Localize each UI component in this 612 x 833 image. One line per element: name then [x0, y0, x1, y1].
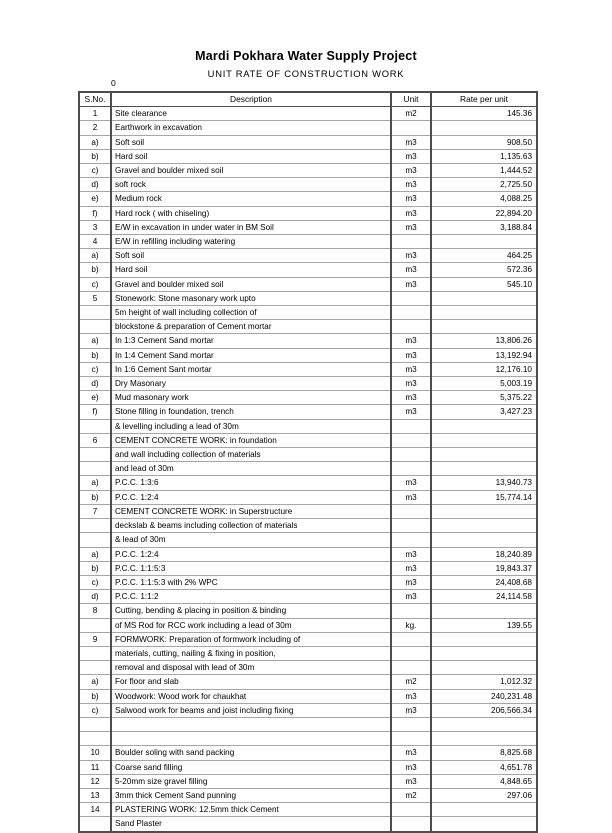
- cell-rate: [431, 646, 537, 660]
- cell-unit: [391, 419, 431, 433]
- cell-unit: [391, 433, 431, 447]
- cell-unit: [391, 533, 431, 547]
- cell-unit: m3: [391, 135, 431, 149]
- cell-description: deckslab & beams including collection of materials: [111, 519, 391, 533]
- table-row: [79, 192, 537, 206]
- cell-description: Hard soil: [111, 149, 391, 163]
- cell-description: & lead of 30m: [111, 533, 391, 547]
- cell-sno: [79, 732, 111, 746]
- cell-description: Gravel and boulder mixed soil: [111, 164, 391, 178]
- table-row: [79, 206, 537, 220]
- cell-description: Mud masonary work: [111, 391, 391, 405]
- cell-description: Salwood work for beams and joist including fixing: [111, 703, 391, 717]
- cell-description: [111, 732, 391, 746]
- cell-sno: c): [79, 362, 111, 376]
- cell-sno: 2: [79, 121, 111, 135]
- cell-description: and lead of 30m: [111, 462, 391, 476]
- column-header-sno: S.No.: [79, 92, 111, 107]
- cell-rate: 297.06: [431, 788, 537, 802]
- cell-rate: 464.25: [431, 249, 537, 263]
- cell-rate: [431, 519, 537, 533]
- table-row: [79, 348, 537, 362]
- cell-description: Woodwork: Wood work for chaukhat: [111, 689, 391, 703]
- cell-sno: 9: [79, 632, 111, 646]
- cell-unit: m2: [391, 788, 431, 802]
- cell-sno: [79, 320, 111, 334]
- cell-sno: [79, 817, 111, 832]
- cell-description: P.C.C. 1:1:2: [111, 590, 391, 604]
- column-header-unit: Unit: [391, 92, 431, 107]
- cell-sno: 14: [79, 803, 111, 817]
- cell-unit: m3: [391, 220, 431, 234]
- cell-description: Stone filling in foundation, trench: [111, 405, 391, 419]
- cell-rate: [431, 306, 537, 320]
- cell-rate: [431, 235, 537, 249]
- table-row: [79, 476, 537, 490]
- cell-description: P.C.C. 1:2:4: [111, 490, 391, 504]
- cell-unit: [391, 661, 431, 675]
- cell-rate: 4,848.65: [431, 774, 537, 788]
- cell-rate: [431, 803, 537, 817]
- cell-description: Cutting, bending & placing in position & binding: [111, 604, 391, 618]
- cell-rate: 545.10: [431, 277, 537, 291]
- cell-sno: d): [79, 377, 111, 391]
- table-row: [79, 235, 537, 249]
- cell-rate: 15,774.14: [431, 490, 537, 504]
- cell-unit: [391, 732, 431, 746]
- table-row: [79, 504, 537, 518]
- cell-description: blockstone & preparation of Cement mortar: [111, 320, 391, 334]
- cell-unit: m3: [391, 703, 431, 717]
- table-row: [79, 661, 537, 675]
- cell-unit: m3: [391, 746, 431, 760]
- cell-unit: m2: [391, 107, 431, 121]
- cell-unit: m3: [391, 774, 431, 788]
- cell-rate: 8,825.68: [431, 746, 537, 760]
- cell-unit: m3: [391, 348, 431, 362]
- cell-unit: [391, 306, 431, 320]
- table-header-row: [79, 92, 537, 107]
- cell-unit: m3: [391, 575, 431, 589]
- table-row: [79, 803, 537, 817]
- cell-sno: 13: [79, 788, 111, 802]
- cell-description: [111, 717, 391, 731]
- cell-unit: m3: [391, 590, 431, 604]
- table-header: [79, 92, 537, 107]
- cell-unit: m3: [391, 391, 431, 405]
- cell-rate: 13,940.73: [431, 476, 537, 490]
- cell-sno: [79, 462, 111, 476]
- table-row: [79, 320, 537, 334]
- cell-sno: b): [79, 490, 111, 504]
- cell-sno: c): [79, 703, 111, 717]
- table-row: [79, 760, 537, 774]
- table-row: [79, 519, 537, 533]
- cell-sno: a): [79, 547, 111, 561]
- cell-rate: 206,566.34: [431, 703, 537, 717]
- cell-rate: 18,240.89: [431, 547, 537, 561]
- table-row: [79, 263, 537, 277]
- cell-unit: [391, 121, 431, 135]
- cell-description: E/W in excavation in under water in BM Soil: [111, 220, 391, 234]
- cell-rate: [431, 462, 537, 476]
- table-row: [79, 291, 537, 305]
- cell-description: P.C.C. 1:2:4: [111, 547, 391, 561]
- table-row: [79, 646, 537, 660]
- cell-unit: [391, 504, 431, 518]
- cell-rate: 24,408.68: [431, 575, 537, 589]
- table-row: [79, 746, 537, 760]
- cell-rate: [431, 504, 537, 518]
- cell-sno: c): [79, 575, 111, 589]
- cell-sno: 5: [79, 291, 111, 305]
- cell-rate: 5,375.22: [431, 391, 537, 405]
- cell-rate: 4,088.25: [431, 192, 537, 206]
- cell-unit: kg.: [391, 618, 431, 632]
- cell-unit: m3: [391, 547, 431, 561]
- table-row: [79, 689, 537, 703]
- cell-unit: m2: [391, 675, 431, 689]
- cell-unit: m3: [391, 362, 431, 376]
- cell-rate: 145.36: [431, 107, 537, 121]
- cell-description: Hard soil: [111, 263, 391, 277]
- cell-description: P.C.C. 1:1:5:3 with 2% WPC: [111, 575, 391, 589]
- cell-rate: 1,135.63: [431, 149, 537, 163]
- cell-sno: 1: [79, 107, 111, 121]
- cell-rate: 4,651.78: [431, 760, 537, 774]
- cell-rate: 12,176.10: [431, 362, 537, 376]
- cell-unit: m3: [391, 490, 431, 504]
- cell-sno: b): [79, 689, 111, 703]
- cell-unit: [391, 519, 431, 533]
- cell-sno: a): [79, 476, 111, 490]
- cell-rate: [431, 291, 537, 305]
- cell-rate: 19,843.37: [431, 561, 537, 575]
- cell-unit: [391, 646, 431, 660]
- cell-rate: 2,725.50: [431, 178, 537, 192]
- cell-sno: 6: [79, 433, 111, 447]
- cell-sno: 10: [79, 746, 111, 760]
- cell-description: In 1:3 Cement Sand mortar: [111, 334, 391, 348]
- cell-sno: [79, 533, 111, 547]
- cell-description: In 1:4 Cement Sand mortar: [111, 348, 391, 362]
- cell-sno: [79, 661, 111, 675]
- cell-description: CEMENT CONCRETE WORK: in Superstructure: [111, 504, 391, 518]
- cell-description: In 1:6 Cement Sant mortar: [111, 362, 391, 376]
- cell-description: Dry Masonary: [111, 377, 391, 391]
- cell-sno: 3: [79, 220, 111, 234]
- cell-rate: [431, 121, 537, 135]
- cell-sno: b): [79, 348, 111, 362]
- cell-rate: 240,231.48: [431, 689, 537, 703]
- table-row: [79, 732, 537, 746]
- stray-zero-marker: 0: [111, 78, 116, 88]
- cell-unit: [391, 462, 431, 476]
- cell-sno: e): [79, 192, 111, 206]
- cell-description: FORMWORK: Preparation of formwork including of: [111, 632, 391, 646]
- cell-rate: [431, 732, 537, 746]
- cell-sno: 12: [79, 774, 111, 788]
- cell-description: of MS Rod for RCC work including a lead of 30m: [111, 618, 391, 632]
- cell-description: Site clearance: [111, 107, 391, 121]
- cell-description: Soft soil: [111, 135, 391, 149]
- cell-rate: 908.50: [431, 135, 537, 149]
- cell-unit: m3: [391, 689, 431, 703]
- cell-sno: 8: [79, 604, 111, 618]
- cell-description: Sand Plaster: [111, 817, 391, 832]
- cell-sno: 11: [79, 760, 111, 774]
- cell-unit: [391, 817, 431, 832]
- cell-rate: 13,192.94: [431, 348, 537, 362]
- cell-sno: b): [79, 149, 111, 163]
- cell-description: Stonework: Stone masonary work upto: [111, 291, 391, 305]
- cell-rate: [431, 717, 537, 731]
- table-row: [79, 533, 537, 547]
- cell-description: & levelling including a lead of 30m: [111, 419, 391, 433]
- table-row: [79, 547, 537, 561]
- cell-sno: c): [79, 164, 111, 178]
- table-row: [79, 462, 537, 476]
- cell-rate: 572.36: [431, 263, 537, 277]
- table-row: [79, 306, 537, 320]
- table-row: [79, 590, 537, 604]
- cell-sno: [79, 717, 111, 731]
- cell-unit: m3: [391, 277, 431, 291]
- table-row: [79, 675, 537, 689]
- cell-description: removal and disposal with lead of 30m: [111, 661, 391, 675]
- cell-rate: 3,188.84: [431, 220, 537, 234]
- cell-rate: 3,427.23: [431, 405, 537, 419]
- page-subtitle: UNIT RATE OF CONSTRUCTION WORK: [207, 68, 405, 79]
- cell-unit: m3: [391, 405, 431, 419]
- cell-rate: [431, 433, 537, 447]
- cell-sno: [79, 618, 111, 632]
- cell-unit: [391, 291, 431, 305]
- cell-unit: [391, 632, 431, 646]
- column-header-description: Description: [111, 92, 391, 107]
- cell-description: Earthwork in excavation: [111, 121, 391, 135]
- cell-description: PLASTERING WORK: 12.5mm thick Cement: [111, 803, 391, 817]
- cell-sno: d): [79, 590, 111, 604]
- cell-rate: 5,003.19: [431, 377, 537, 391]
- cell-unit: m3: [391, 377, 431, 391]
- table-row: [79, 419, 537, 433]
- cell-sno: f): [79, 405, 111, 419]
- column-header-rate: Rate per unit: [431, 92, 537, 107]
- table-row: [79, 618, 537, 632]
- cell-unit: m3: [391, 476, 431, 490]
- cell-rate: 1,444.52: [431, 164, 537, 178]
- table-row: [79, 774, 537, 788]
- cell-sno: [79, 448, 111, 462]
- cell-rate: 13,806.26: [431, 334, 537, 348]
- cell-sno: a): [79, 249, 111, 263]
- cell-unit: m3: [391, 561, 431, 575]
- cell-unit: m3: [391, 192, 431, 206]
- cell-description: Soft soil: [111, 249, 391, 263]
- cell-description: For floor and slab: [111, 675, 391, 689]
- cell-unit: [391, 717, 431, 731]
- table-row: [79, 604, 537, 618]
- cell-sno: a): [79, 135, 111, 149]
- cell-rate: [431, 320, 537, 334]
- table-row: [79, 817, 537, 832]
- cell-sno: 7: [79, 504, 111, 518]
- table-row: [79, 717, 537, 731]
- page-title: Mardi Pokhara Water Supply Project: [195, 49, 417, 63]
- cell-sno: [79, 306, 111, 320]
- table-body: [79, 107, 537, 832]
- cell-unit: [391, 235, 431, 249]
- cell-sno: f): [79, 206, 111, 220]
- table-row: [79, 575, 537, 589]
- cell-sno: 4: [79, 235, 111, 249]
- cell-rate: 24,114.58: [431, 590, 537, 604]
- cell-rate: [431, 604, 537, 618]
- table-row: [79, 164, 537, 178]
- table-row: [79, 220, 537, 234]
- cell-unit: m3: [391, 164, 431, 178]
- table-row: [79, 334, 537, 348]
- cell-unit: m3: [391, 334, 431, 348]
- cell-description: Medium rock: [111, 192, 391, 206]
- cell-description: soft rock: [111, 178, 391, 192]
- table-row: [79, 377, 537, 391]
- table-row: [79, 703, 537, 717]
- cell-description: P.C.C. 1:1:5:3: [111, 561, 391, 575]
- cell-sno: [79, 419, 111, 433]
- cell-rate: [431, 817, 537, 832]
- cell-unit: m3: [391, 149, 431, 163]
- cell-rate: [431, 448, 537, 462]
- cell-description: E/W in refilling including watering: [111, 235, 391, 249]
- cell-rate: [431, 419, 537, 433]
- cell-unit: [391, 448, 431, 462]
- table-row: [79, 249, 537, 263]
- table-row: [79, 632, 537, 646]
- unit-rate-table: [78, 91, 538, 833]
- table-row: [79, 448, 537, 462]
- table-row: [79, 490, 537, 504]
- cell-rate: 22,894.20: [431, 206, 537, 220]
- table-row: [79, 391, 537, 405]
- cell-sno: b): [79, 561, 111, 575]
- cell-sno: a): [79, 675, 111, 689]
- cell-sno: [79, 519, 111, 533]
- table-row: [79, 362, 537, 376]
- cell-unit: m3: [391, 263, 431, 277]
- cell-unit: [391, 320, 431, 334]
- cell-unit: m3: [391, 206, 431, 220]
- table-row: [79, 277, 537, 291]
- cell-description: Gravel and boulder mixed soil: [111, 277, 391, 291]
- cell-unit: m3: [391, 760, 431, 774]
- cell-description: 5m height of wall including collection of: [111, 306, 391, 320]
- table-row: [79, 788, 537, 802]
- table-row: [79, 121, 537, 135]
- cell-unit: [391, 803, 431, 817]
- cell-description: Coarse sand filling: [111, 760, 391, 774]
- table-row: [79, 149, 537, 163]
- table-row: [79, 107, 537, 121]
- cell-rate: 1,012.32: [431, 675, 537, 689]
- table-row: [79, 561, 537, 575]
- cell-description: CEMENT CONCRETE WORK: in foundation: [111, 433, 391, 447]
- cell-description: 3mm thick Cement Sand punning: [111, 788, 391, 802]
- cell-sno: a): [79, 334, 111, 348]
- cell-description: Hard rock ( with chiseling): [111, 206, 391, 220]
- cell-sno: d): [79, 178, 111, 192]
- cell-description: 5-20mm size gravel filling: [111, 774, 391, 788]
- cell-sno: b): [79, 263, 111, 277]
- cell-sno: e): [79, 391, 111, 405]
- cell-unit: m3: [391, 178, 431, 192]
- table-row: [79, 135, 537, 149]
- cell-sno: [79, 646, 111, 660]
- cell-description: and wall including collection of materials: [111, 448, 391, 462]
- table-row: [79, 178, 537, 192]
- cell-unit: [391, 604, 431, 618]
- table-row: [79, 405, 537, 419]
- cell-sno: c): [79, 277, 111, 291]
- table-row: [79, 433, 537, 447]
- cell-rate: [431, 661, 537, 675]
- cell-description: P.C.C. 1:3:6: [111, 476, 391, 490]
- cell-rate: 139.55: [431, 618, 537, 632]
- cell-unit: m3: [391, 249, 431, 263]
- cell-rate: [431, 632, 537, 646]
- cell-rate: [431, 533, 537, 547]
- cell-description: materials, cutting, nailing & fixing in position,: [111, 646, 391, 660]
- cell-description: Boulder soling with sand packing: [111, 746, 391, 760]
